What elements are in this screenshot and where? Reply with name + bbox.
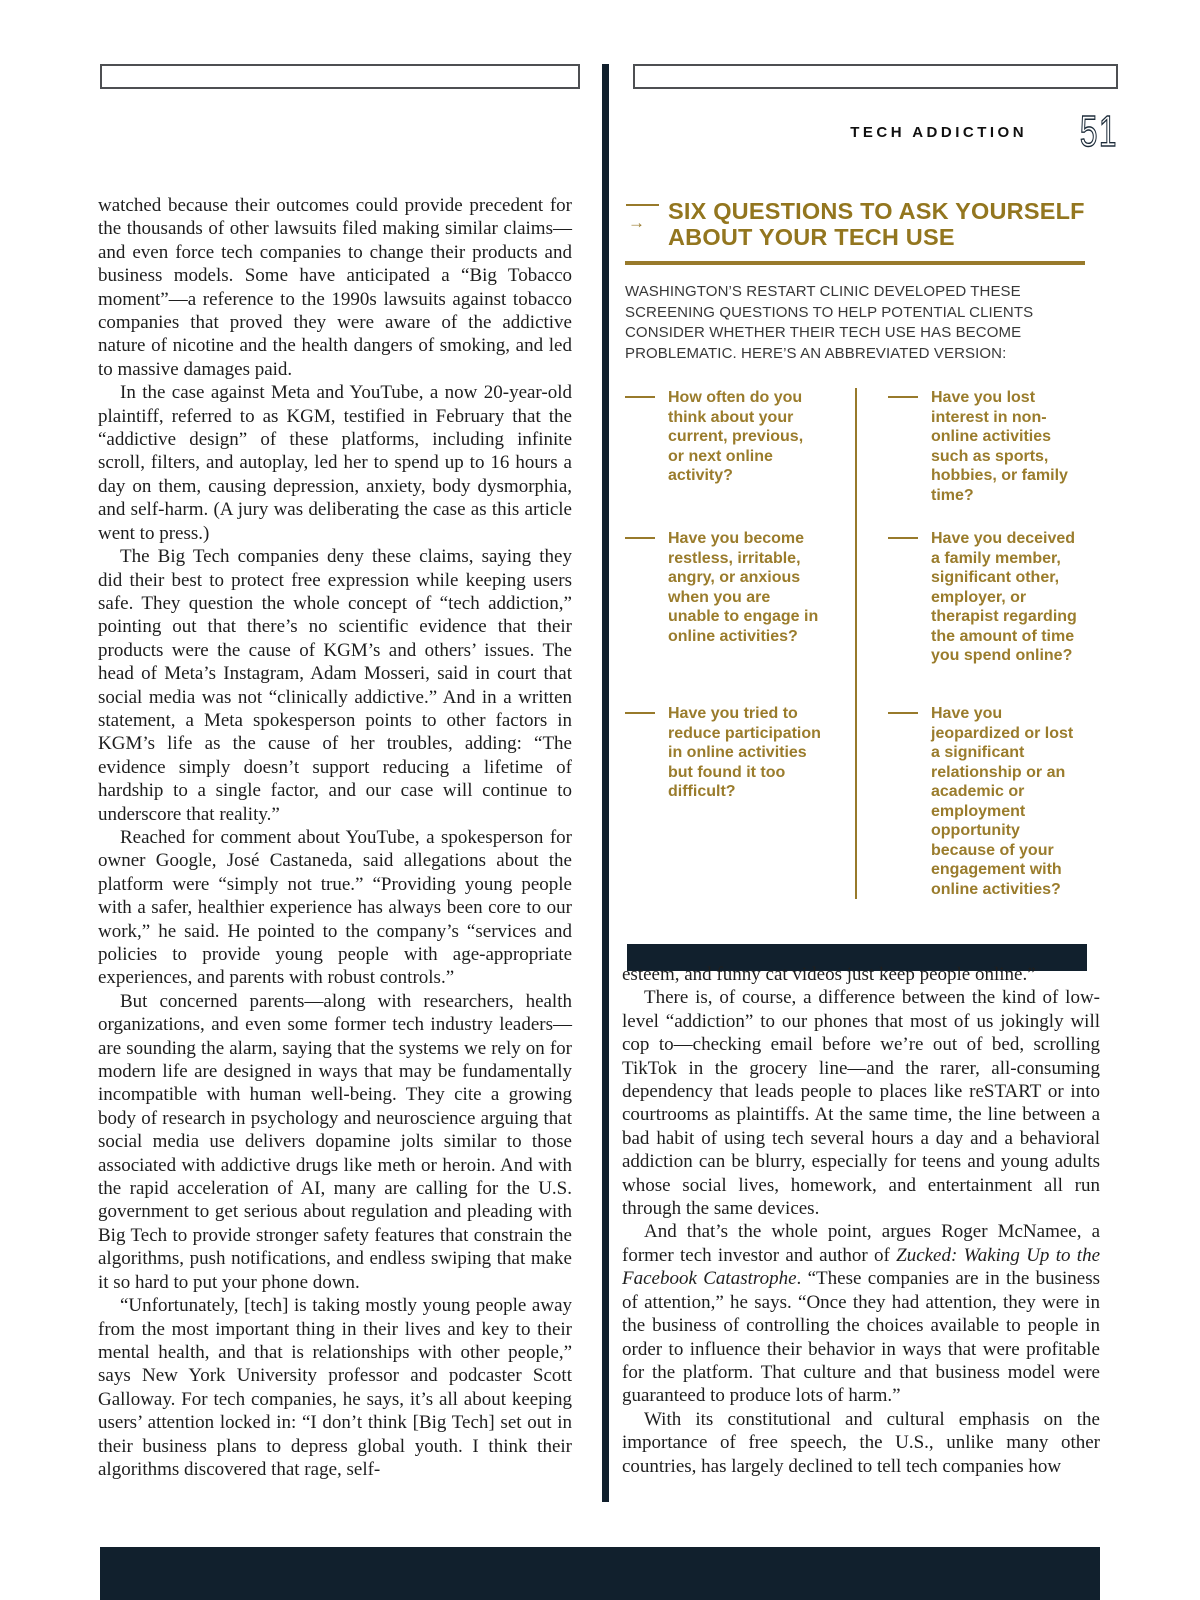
kicker-rule	[626, 204, 659, 206]
paragraph	[622, 1220, 1100, 1407]
question-dash	[625, 537, 655, 539]
article-right-column	[622, 963, 1100, 1478]
questions-column-rule	[855, 388, 857, 899]
paragraph-text: . “These companies are in the business of attention,” he says. “Once they had attention, they were in the business of controlling the choices available to people in order to influence their behavior in ways that were profitable for the platform. That culture and that business model were guaranteed to produce lots of harm.”	[622, 1268, 1100, 1407]
paragraph: But concerned parents—along with researchers, health organizations, and even some former tech industry leaders—are sounding the alarm, saying that the systems we rely on for modern life are designed in ways that may be fundamentally incompatible with human well-being. They cite a growing body of research in psychology and neuroscience arguing that social media use delivers dopamine jolts similar to those associated with addictive drugs like meth or heroin. And with the rapid acceleration of AI, many are calling for the U.S. government to get serious about regulation and pleading with Big Tech to provide stronger safety features that constrain the algorithms, push notifications, and endless swiping that make it so hard to put your phone down.	[98, 990, 572, 1293]
paragraph: Reached for comment about YouTube, a spokesperson for owner Google, José Castaneda, said allegations about the platform were “simply not true.” “Providing young people with a safer, healthier experience has always been core to our work,” he said. He pointed to the company’s “services and policies to provide young people with age-appropriate experiences, and parents with robust controls.”	[98, 826, 572, 989]
question-text: How often do you think about your current, previous, or next online activity?	[668, 389, 804, 484]
six-questions-sidebar	[625, 198, 1087, 971]
question-item-6	[888, 704, 1087, 899]
question-item-5	[888, 529, 1087, 704]
question-text: Have you jeopardized or lost a significant relationship or an academic or employment opportunity because of your engagement with online activities?	[931, 705, 1074, 898]
questions-grid	[625, 388, 1087, 899]
question-dash	[888, 537, 918, 539]
question-item-3	[625, 704, 888, 899]
book-title: Zucked: Waking Up to the Facebook Catastrophe	[622, 1244, 1101, 1290]
top-right-outline-box	[633, 64, 1118, 89]
paragraph: esteem, and funny cat videos just keep people online.”	[622, 964, 1036, 985]
page-number: 51	[1079, 107, 1118, 156]
sidebar-title	[668, 198, 1087, 250]
article-left-column	[98, 194, 572, 1481]
question-item-4	[888, 388, 1087, 529]
column-divider-rule	[602, 64, 609, 1502]
page-header	[633, 107, 1118, 156]
question-dash	[625, 712, 655, 714]
arrow-right-icon: →	[628, 213, 645, 232]
question-dash	[888, 396, 918, 398]
paragraph: In the case against Meta and YouTube, a now 20-year-old plaintiff, referred to as KGM, testified in February that the “addictive design” of these platforms, including infinite scroll, filters, and autoplay, led her to spend up to 16 hours a day on them, causing depression, anxiety, body dysmorphia, and self-harm. (A jury was deliberating the case as this article went to press.)	[98, 382, 572, 544]
paragraph: “Unfortunately, [tech] is taking mostly young people away from the most important thing in their lives and key to their mental health, and that is relationships with other people,” says New York University professor and podcaster Scott Galloway. For tech companies, he says, it’s all about keeping users’ attention locked in: “I don’t think [Big Tech] set out in their business plans to depress global youth. I think their algorithms discovered that rage, self-	[98, 1295, 572, 1480]
top-left-outline-box	[100, 64, 580, 89]
sidebar-title-line1: SIX QUESTIONS TO ASK YOURSELF	[668, 198, 1085, 224]
sidebar-kicker	[626, 204, 662, 231]
paragraph: The Big Tech companies deny these claims, saying they did their best to protect free expression while keeping users safe. They question the whole concept of “tech addiction,” pointing out that there’s no scientific evidence that their products were the cause of KGM’s and others’ issues. The head of Meta’s Instagram, Adam Mosseri, said in court that social media was not “clinically addictive.” And in a written statement, a Meta spokesperson points to other factors in KGM’s life as the cause of her troubles, adding: “The evidence simply doesn’t support reducing a lifetime of hardship to a single factor, and our case will continue to underscore that reality.”	[98, 546, 572, 825]
question-text: Have you lost interest in non-online activities such as sports, hobbies, or family time?	[931, 389, 1068, 504]
question-item-2	[625, 529, 888, 704]
question-text: Have you become restless, irritable, angry, or anxious when you are unable to engage in online activities?	[668, 530, 819, 645]
sidebar-title-rule	[625, 261, 1085, 265]
question-text: Have you tried to reduce participation in online activities but found it too difficult?	[668, 705, 821, 800]
paragraph: With its constitutional and cultural emphasis on the importance of free speech, the U.S., unlike many other countries, has largely declined to tell tech companies how	[622, 1408, 1100, 1477]
paragraph-text: And that’s the whole point, argues Roger McNamee, a former tech investor and author of	[622, 1221, 1100, 1266]
question-text: Have you deceived a family member, significant other, employer, or therapist regarding the amount of time you spend online?	[931, 530, 1077, 664]
question-item-1	[625, 388, 888, 529]
sidebar-title-line2: ABOUT YOUR TECH USE	[668, 224, 955, 250]
paragraph: watched because their outcomes could provide precedent for the thousands of other lawsuits filed making similar claims—and even force tech companies to change their products and business models. Some have anticipated a “Big Tobacco moment”—a reference to the 1990s lawsuits against tobacco companies that proved they were aware of the addictive nature of nicotine and the health dangers of smoking, and led to massive damages paid.	[98, 195, 572, 380]
paragraph: There is, of course, a difference between the kind of low-level “addiction” to our phones that most of us jokingly will cop to—checking email before we’re out of bed, scrolling TikTok in the grocery line—and the rarer, all-consuming dependency that leads people to places like reSTART or into courtrooms as plaintiffs. At the same time, the line between a bad habit of using tech several hours a day and a behavioral addiction can be blurry, especially for teens and young adults whose social lives, homework, and entertainment all run through the same devices.	[622, 987, 1100, 1220]
sidebar-intro: WASHINGTON’S RESTART CLINIC DEVELOPED THESE SCREENING QUESTIONS TO HELP POTENTIAL CLIENTS CONSIDER WHETHER THEIR TECH USE HAS BECOME PROBLEMATIC. HERE’S AN ABBREVIATED VERSION:	[625, 283, 1034, 362]
question-dash	[625, 396, 655, 398]
question-dash	[888, 712, 918, 714]
section-label: TECH ADDICTION	[850, 123, 1028, 141]
page-bottom-bar	[100, 1547, 1100, 1600]
